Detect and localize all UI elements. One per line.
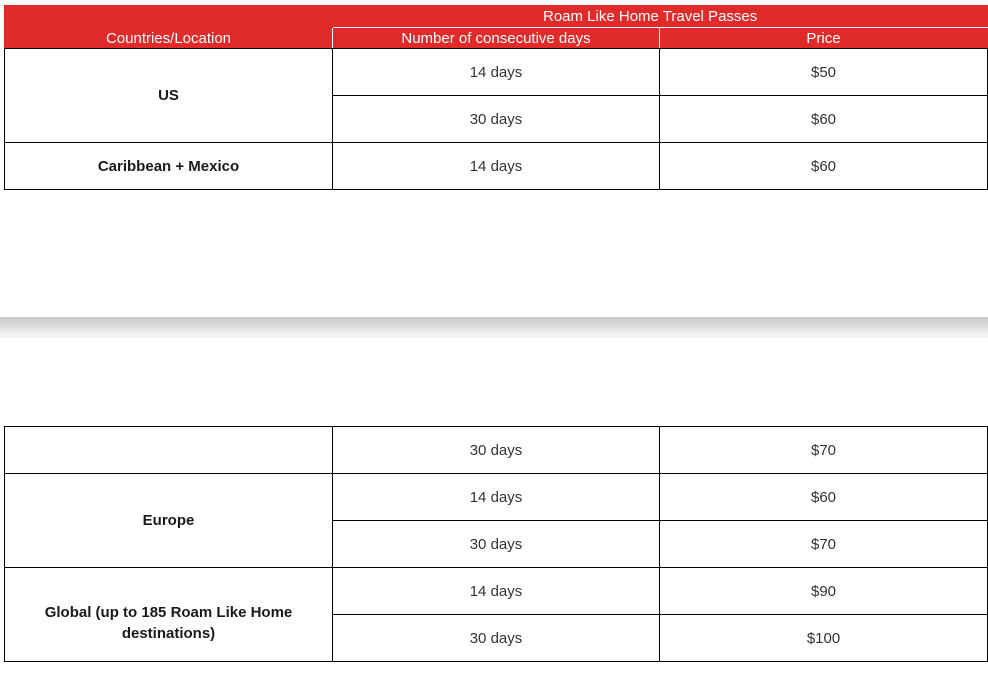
price-cell: $70 [660, 427, 988, 474]
table-row [5, 49, 988, 96]
days-cell: 14 days [333, 474, 660, 521]
column-header-price: Price [660, 28, 988, 49]
table-title-row [5, 6, 988, 28]
table-row [5, 474, 988, 521]
location-cell-global [5, 568, 333, 662]
price-cell: $100 [660, 615, 988, 662]
price-cell: $60 [660, 96, 988, 143]
days-cell: 30 days [333, 427, 660, 474]
days-cell: 14 days [333, 568, 660, 615]
column-header-row [5, 28, 988, 49]
location-cell-empty [5, 427, 333, 474]
price-cell: $50 [660, 49, 988, 96]
location-cell-europe: Europe [5, 474, 333, 568]
price-cell: $70 [660, 521, 988, 568]
table-row [5, 427, 988, 474]
table-title: Roam Like Home Travel Passes [333, 6, 988, 28]
table-row [5, 143, 988, 190]
days-cell: 14 days [333, 49, 660, 96]
price-cell: $60 [660, 474, 988, 521]
page-break-divider [0, 317, 988, 338]
price-cell: $60 [660, 143, 988, 190]
column-header-location: Countries/Location [5, 28, 333, 49]
location-cell-us: US [5, 49, 333, 143]
price-cell: $90 [660, 568, 988, 615]
days-cell: 30 days [333, 96, 660, 143]
days-cell: 30 days [333, 615, 660, 662]
location-label-global: Global (up to 185 Roam Like Home destinations) [44, 603, 293, 642]
days-cell: 14 days [333, 143, 660, 190]
travel-pass-table-bottom [4, 426, 988, 662]
days-cell: 30 days [333, 521, 660, 568]
header-blank-cell [5, 6, 333, 28]
column-header-days: Number of consecutive days [333, 28, 660, 49]
travel-pass-table-top [4, 5, 988, 190]
location-cell-caribbean-mexico: Caribbean + Mexico [5, 143, 333, 190]
table-row [5, 568, 988, 615]
